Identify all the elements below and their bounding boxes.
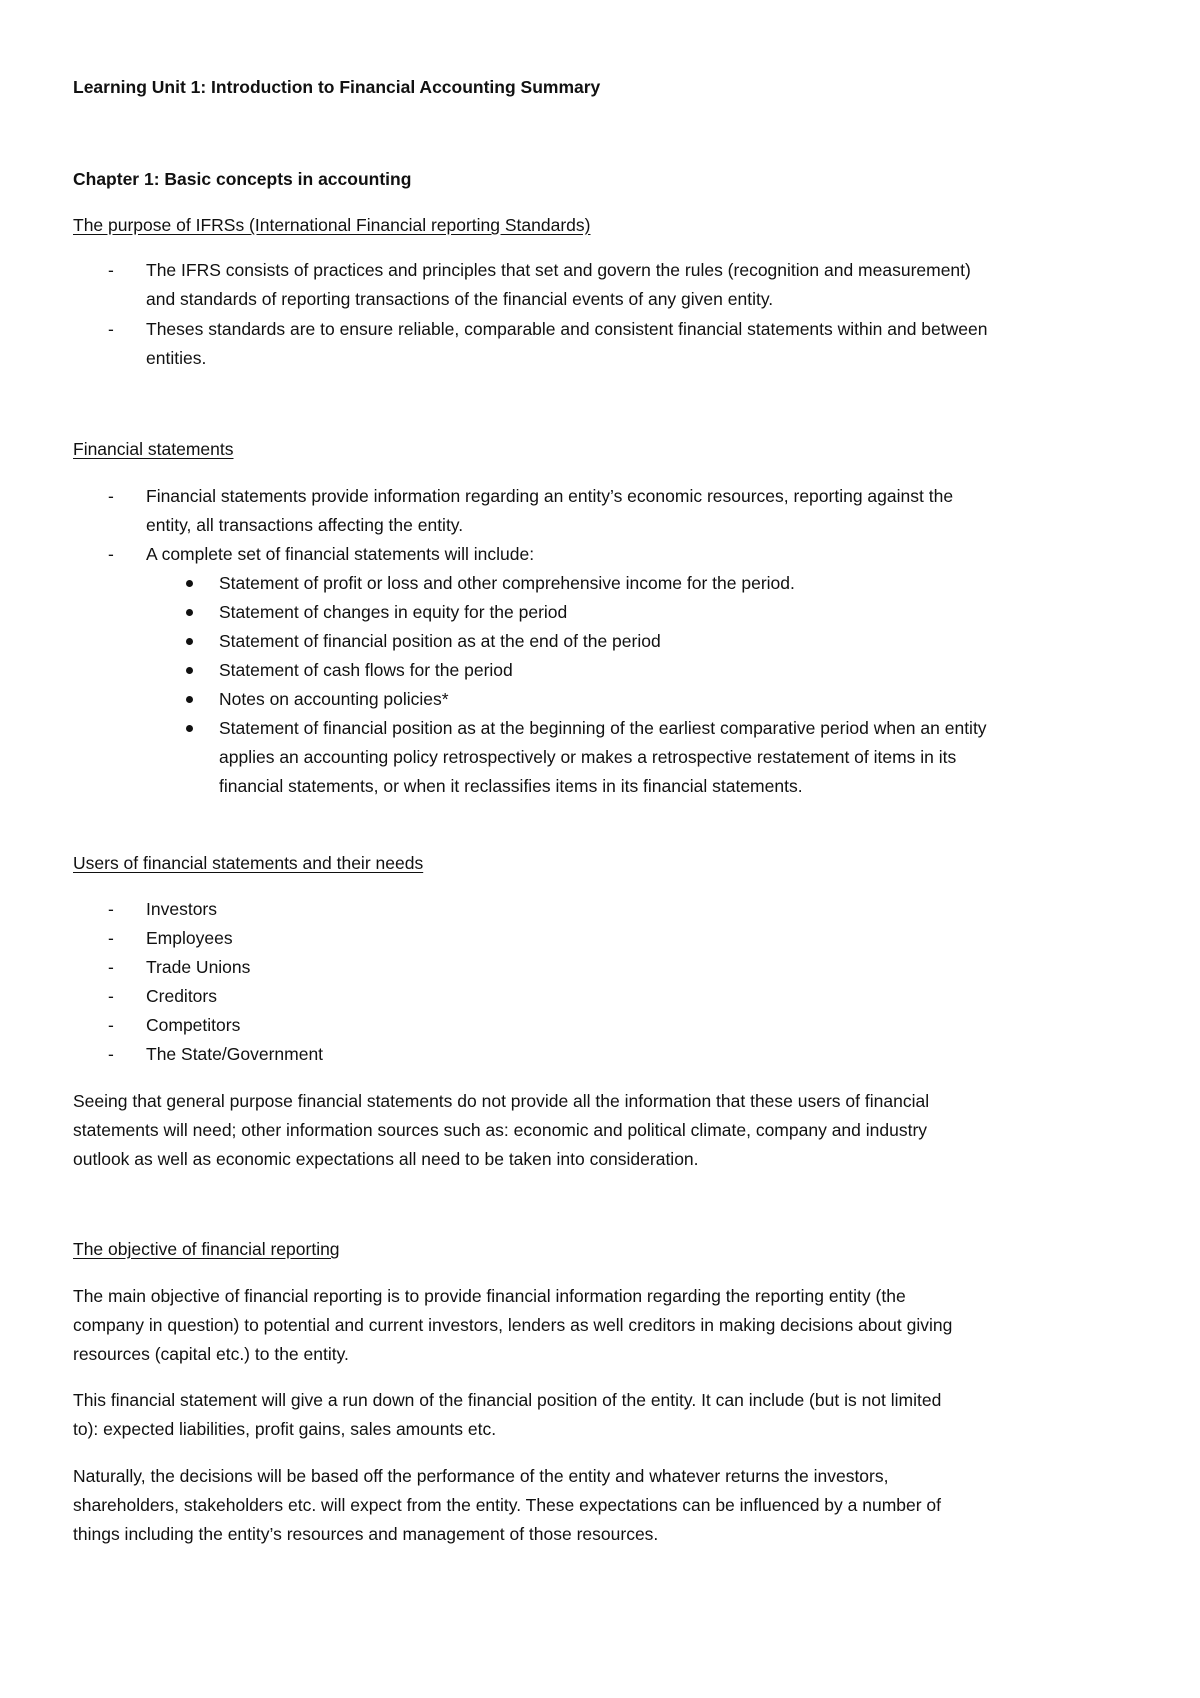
fs-sub-item-6-line-1: Statement of financial position as at the beginning of the earliest comparative period when an entity <box>219 718 987 738</box>
objective-p3-line-3: things including the entity’s resources and management of those resources. <box>73 1524 659 1544</box>
bullet-dot <box>186 638 193 645</box>
objective-p1-line-2: company in question) to potential and current investors, lenders as well creditors in making decisions about giving <box>73 1315 953 1335</box>
fs-sub-item-4: Statement of cash flows for the period <box>219 660 513 680</box>
dash-bullet: - <box>108 1044 114 1064</box>
section-heading-users: Users of financial statements and their needs <box>73 853 424 873</box>
fs-sub-item-2: Statement of changes in equity for the period <box>219 602 568 622</box>
dash-bullet: - <box>108 544 114 564</box>
fs-bullet-2-line-1: A complete set of financial statements will include: <box>146 544 535 564</box>
users-item-3: Trade Unions <box>146 957 251 977</box>
dash-bullet: - <box>108 1015 114 1035</box>
ifrs-bullet-2-line-1: Theses standards are to ensure reliable, comparable and consistent financial statements within and between <box>146 319 988 339</box>
fs-sub-item-5: Notes on accounting policies* <box>219 689 449 709</box>
bullet-dot <box>186 725 193 732</box>
fs-sub-item-1: Statement of profit or loss and other comprehensive income for the period. <box>219 573 795 593</box>
document-title: Learning Unit 1: Introduction to Financial Accounting Summary <box>73 77 601 97</box>
dash-bullet: - <box>108 957 114 977</box>
dash-bullet: - <box>108 928 114 948</box>
users-item-4: Creditors <box>146 986 217 1006</box>
fs-bullet-1-line-2: entity, all transactions affecting the entity. <box>146 515 464 535</box>
ifrs-bullet-2-line-2: entities. <box>146 348 207 368</box>
objective-p1-line-1: The main objective of financial reporting is to provide financial information regarding the reporting entity (the <box>73 1286 906 1306</box>
bullet-dot <box>186 696 193 703</box>
users-item-5: Competitors <box>146 1015 241 1035</box>
objective-p1-line-3: resources (capital etc.) to the entity. <box>73 1344 349 1364</box>
dash-bullet: - <box>108 260 114 280</box>
dash-bullet: - <box>108 486 114 506</box>
dash-bullet: - <box>108 986 114 1006</box>
fs-sub-item-3: Statement of financial position as at the end of the period <box>219 631 661 651</box>
section-heading-ifrs: The purpose of IFRSs (International Financial reporting Standards) <box>73 215 591 235</box>
section-heading-financial-statements: Financial statements <box>73 439 234 459</box>
users-item-6: The State/Government <box>146 1044 324 1064</box>
objective-p3-line-1: Naturally, the decisions will be based off the performance of the entity and whatever returns the investors, <box>73 1466 889 1486</box>
objective-p3-line-2: shareholders, stakeholders etc. will expect from the entity. These expectations can be influenced by a number of <box>73 1495 942 1515</box>
section-heading-objective: The objective of financial reporting <box>73 1239 340 1259</box>
fs-sub-item-6-line-2: applies an accounting policy retrospectively or makes a retrospective restatement of items in its <box>219 747 957 767</box>
bullet-dot <box>186 667 193 674</box>
dash-bullet: - <box>108 319 114 339</box>
ifrs-bullet-1-line-1: The IFRS consists of practices and principles that set and govern the rules (recognition and measurement) <box>146 260 971 280</box>
objective-p2-line-2: to): expected liabilities, profit gains, sales amounts etc. <box>73 1419 497 1439</box>
bullet-dot <box>186 580 193 587</box>
bullet-dot <box>186 609 193 616</box>
users-paragraph-line-2: statements will need; other information sources such as: economic and political climate, company and industry <box>73 1120 928 1140</box>
users-paragraph-line-3: outlook as well as economic expectations all need to be taken into consideration. <box>73 1149 699 1169</box>
users-paragraph-line-1: Seeing that general purpose financial statements do not provide all the information that these users of financial <box>73 1091 930 1111</box>
objective-p2-line-1: This financial statement will give a run down of the financial position of the entity. It can include (but is not limited <box>73 1390 942 1410</box>
chapter-heading: Chapter 1: Basic concepts in accounting <box>73 169 412 189</box>
users-item-2: Employees <box>146 928 233 948</box>
fs-sub-item-6-line-3: financial statements, or when it reclassifies items in its financial statements. <box>219 776 803 796</box>
dash-bullet: - <box>108 899 114 919</box>
fs-bullet-1-line-1: Financial statements provide information regarding an entity’s economic resources, reporting against the <box>146 486 954 506</box>
users-item-1: Investors <box>146 899 217 919</box>
ifrs-bullet-1-line-2: and standards of reporting transactions of the financial events of any given entity. <box>146 289 774 309</box>
